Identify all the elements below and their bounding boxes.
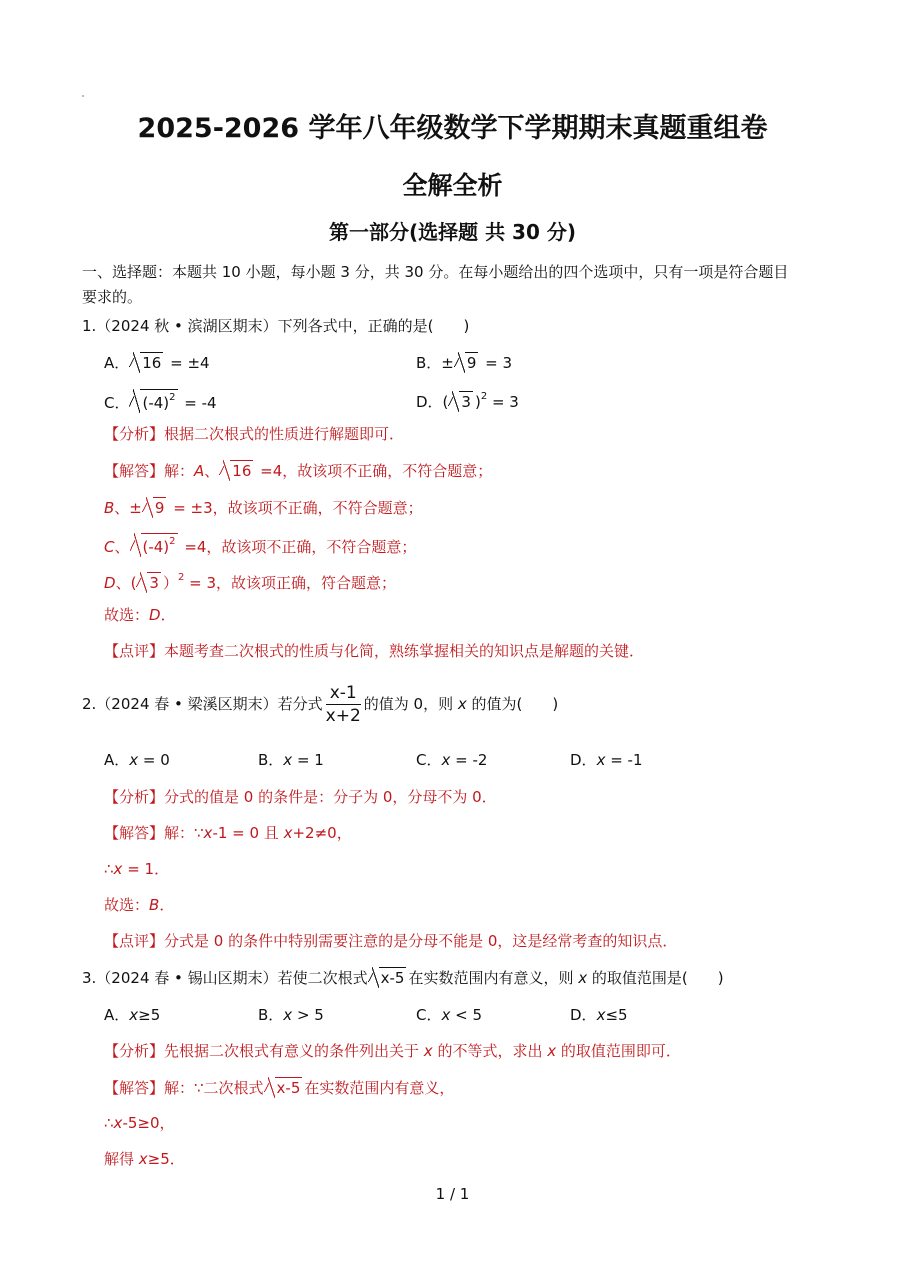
- q1-answer-d-exponent: 2: [177, 572, 185, 583]
- q1-answer-b: [104, 497, 423, 518]
- sqrt-icon: [448, 391, 473, 412]
- q3-analysis: [104, 1041, 681, 1061]
- therefore-symbol: ∴: [104, 860, 114, 878]
- q3-option-b-rest: > 5: [292, 1006, 324, 1024]
- q2-therefore: [104, 859, 169, 879]
- q2-option-b-var: x: [283, 751, 293, 769]
- q1-answer-d: [104, 570, 396, 593]
- q2-option-a: [104, 750, 170, 770]
- q3-option-b: [258, 1005, 324, 1025]
- q3-stem: [82, 967, 724, 988]
- q2-fraction-denominator: x+2: [325, 706, 361, 726]
- q1-answer-a-sep: 、: [204, 462, 220, 480]
- q3-analysis-end: 的取值范围即可．: [556, 1042, 681, 1060]
- q2-analysis: 【分析】分式的值是 0 的条件是：分子为 0，分母不为 0．: [104, 788, 497, 806]
- sqrt-icon: [264, 1077, 303, 1098]
- q3-solve-var: x: [138, 1150, 148, 1168]
- q1-answer-b-rest: = ±3，故该项不正确，不符合题意；: [168, 499, 423, 517]
- q2-stem: [82, 682, 558, 727]
- q2-stem-mid: 的值为 0，则: [363, 695, 458, 713]
- q2-choice-letter: B: [149, 896, 160, 914]
- q1-option-c: [104, 389, 217, 413]
- q1-choice: [104, 605, 176, 625]
- q2-choice-end: ．: [159, 896, 175, 914]
- q1-answer-a: [104, 460, 492, 481]
- q1-option-a-label: A．: [104, 354, 130, 372]
- q1-choice-letter: D: [149, 606, 161, 624]
- q1-analysis: 【分析】根据二次根式的性质进行解题即可．: [104, 425, 405, 443]
- q1-option-b-rest: = 3: [480, 354, 513, 372]
- q2-answer-var-2: x: [283, 824, 293, 842]
- q2-option-d: [570, 750, 643, 770]
- q2-option-d-label: D．: [570, 751, 597, 769]
- q3-option-c-label: C．: [416, 1006, 442, 1024]
- scan-speck: [82, 95, 84, 97]
- sqrt-icon: [136, 572, 161, 593]
- q3-answer: [104, 1077, 454, 1098]
- part-heading: 第一部分(选择题 共 30 分): [328, 220, 576, 244]
- q1-answer-d-sep: 、(: [115, 574, 137, 592]
- q1-option-c-exponent: 2: [169, 392, 176, 403]
- q2-option-a-var: x: [129, 751, 139, 769]
- q3-solve-prefix: 解得: [104, 1150, 139, 1168]
- q2-stem-variable: x: [457, 695, 467, 713]
- q3-option-c-var: x: [441, 1006, 451, 1024]
- sqrt-icon: [129, 389, 177, 413]
- q2-option-d-rest: = -1: [605, 751, 643, 769]
- q3-option-c-rest: < 5: [450, 1006, 483, 1024]
- q1-answer-d-close: ）: [162, 574, 178, 592]
- therefore-symbol: ∴: [104, 1114, 114, 1132]
- q3-option-a-label: A．: [104, 1006, 130, 1024]
- q2-option-d-var: x: [596, 751, 606, 769]
- q2-option-c-label: C．: [416, 751, 442, 769]
- q1-option-a-rest: = ±4: [165, 354, 210, 372]
- q1-choice-prefix: 故选：: [104, 606, 150, 624]
- q3-option-b-label: B．: [258, 1006, 284, 1024]
- instructions-line-1: 一、选择题：本题共 10 小题，每小题 3 分，共 30 分。在每小题给出的四个选项中，只有一项是符合题目: [82, 263, 789, 281]
- q2-therefore-var: x: [113, 860, 123, 878]
- q1-answer-c-radicand: [141, 533, 178, 557]
- q2-answer: [104, 823, 352, 843]
- q1-option-c-radicand: [140, 389, 177, 413]
- q3-analysis-var-2: x: [547, 1042, 557, 1060]
- q2-option-a-rest: = 0: [138, 751, 170, 769]
- q3-option-d-label: D．: [570, 1006, 597, 1024]
- q1-answer-c-rest: =4，故该项不正确，不符合题意；: [179, 538, 417, 556]
- q3-option-a: [104, 1005, 160, 1025]
- q3-answer-radicand: x-5: [276, 1079, 301, 1097]
- q2-answer-var-1: x: [203, 824, 213, 842]
- q3-stem-mid: 在实数范围内有意义，则: [408, 969, 579, 987]
- q2-therefore-rest: = 1．: [122, 860, 170, 878]
- q1-option-c-label: C．: [104, 394, 130, 412]
- q1-stem: 1.（2024 秋 • 滨湖区期末）下列各式中，正确的是( ): [82, 317, 470, 335]
- q2-option-c: [416, 750, 487, 770]
- q2-answer-end: +2≠0，: [292, 824, 352, 842]
- q2-comment: 【点评】分式是 0 的条件中特别需要注意的是分母不能是 0，这是经常考查的知识点．: [104, 932, 678, 950]
- q1-answer-a-radicand: 16: [232, 462, 252, 480]
- q1-option-b: [416, 352, 512, 373]
- q2-option-b: [258, 750, 324, 770]
- q2-option-c-var: x: [441, 751, 451, 769]
- q2-choice: [104, 895, 174, 915]
- q2-answer-prefix: 【解答】解：∵: [104, 824, 204, 842]
- q1-answer-c-sep: 、: [114, 538, 130, 556]
- q3-analysis-var-1: x: [423, 1042, 433, 1060]
- q2-choice-prefix: 故选：: [104, 896, 150, 914]
- q1-choice-end: ．: [160, 606, 176, 624]
- sqrt-icon: [219, 460, 253, 481]
- q1-answer-c-letter: C: [104, 538, 115, 556]
- q2-answer-mid: -1 = 0 且: [212, 824, 284, 842]
- q3-option-b-var: x: [283, 1006, 293, 1024]
- q2-stem-end: 的值为( ): [466, 695, 559, 713]
- q1-comment: 【点评】本题考查二次根式的性质与化简，熟练掌握相关的知识点是解题的关键．: [104, 642, 645, 660]
- q3-stem-end: 的取值范围是( ): [587, 969, 724, 987]
- sqrt-icon: [129, 352, 163, 373]
- document-title: 2025-2026 学年八年级数学下学期期末真题重组卷: [137, 113, 768, 144]
- sqrt-icon: [130, 533, 178, 557]
- q1-answer-a-rest: =4，故该项不正确，不符合题意；: [255, 462, 493, 480]
- sqrt-icon: [142, 497, 167, 518]
- q1-option-d: [416, 389, 519, 412]
- q3-stem-variable: x: [578, 969, 588, 987]
- sqrt-icon: [368, 967, 407, 988]
- q1-option-b-label: B．±: [416, 354, 454, 372]
- q1-answer-prefix: 【解答】解：: [104, 462, 195, 480]
- q3-option-d-var: x: [596, 1006, 606, 1024]
- q1-option-d-radicand: 3: [461, 393, 471, 411]
- q2-fraction-numerator: x-1: [326, 682, 361, 705]
- q1-answer-c-exponent: 2: [169, 536, 176, 547]
- q1-option-d-label: D．(: [416, 393, 449, 411]
- q1-option-c-rest: = -4: [179, 394, 217, 412]
- page-number: 1 / 1: [435, 1185, 470, 1203]
- q3-option-d: [570, 1005, 628, 1025]
- q2-fraction: [326, 682, 361, 727]
- q3-answer-prefix: 【解答】解：∵二次根式: [104, 1079, 264, 1097]
- q3-answer-end: 在实数范围内有意义，: [304, 1079, 455, 1097]
- q3-option-d-rest: ≤5: [605, 1006, 628, 1024]
- q3-option-a-var: x: [129, 1006, 139, 1024]
- q2-option-b-label: B．: [258, 751, 284, 769]
- q3-therefore-rest: -5≥0，: [122, 1114, 175, 1132]
- q3-stem-radicand: x-5: [380, 969, 405, 987]
- q3-solve: [104, 1149, 185, 1169]
- instructions-line-2: 要求的。: [82, 288, 143, 306]
- q3-option-a-rest: ≥5: [138, 1006, 161, 1024]
- q1-answer-b-letter: B: [104, 499, 115, 517]
- q1-answer-b-sep: 、±: [114, 499, 142, 517]
- q2-stem-prefix: 2.（2024 春 • 梁溪区期末）若分式: [82, 695, 323, 713]
- q1-option-d-rest: = 3: [487, 393, 519, 411]
- q3-stem-prefix: 3.（2024 春 • 锡山区期末）若使二次根式: [82, 969, 368, 987]
- q3-option-c: [416, 1005, 482, 1025]
- q2-option-b-rest: = 1: [292, 751, 324, 769]
- q1-option-c-base: (-4): [142, 394, 170, 412]
- q3-analysis-mid: 的不等式，求出: [432, 1042, 548, 1060]
- q3-therefore: [104, 1113, 175, 1133]
- q1-option-d-close: ): [474, 393, 481, 411]
- q1-answer-d-rest: = 3，故该项正确，符合题意；: [184, 574, 397, 592]
- q1-answer-d-letter: D: [104, 574, 116, 592]
- q2-option-a-label: A．: [104, 751, 130, 769]
- q1-answer-c: [104, 533, 416, 557]
- q1-option-a: [104, 352, 210, 373]
- q1-answer-d-radicand: 3: [149, 574, 159, 592]
- q1-option-a-radicand: 16: [142, 354, 162, 372]
- q3-analysis-prefix: 【分析】先根据二次根式有意义的条件列出关于: [104, 1042, 424, 1060]
- q1-answer-a-letter: A: [194, 462, 205, 480]
- q3-solve-rest: ≥5．: [147, 1150, 185, 1168]
- q2-option-c-rest: = -2: [450, 751, 488, 769]
- q1-answer-b-radicand: 9: [154, 499, 165, 517]
- q1-option-b-radicand: 9: [466, 354, 477, 372]
- q1-option-d-exponent: 2: [480, 391, 488, 402]
- sqrt-icon: [454, 352, 479, 373]
- q1-answer-c-base: (-4): [142, 538, 170, 556]
- document-subtitle: 全解全析: [402, 171, 503, 200]
- q3-therefore-var: x: [113, 1114, 123, 1132]
